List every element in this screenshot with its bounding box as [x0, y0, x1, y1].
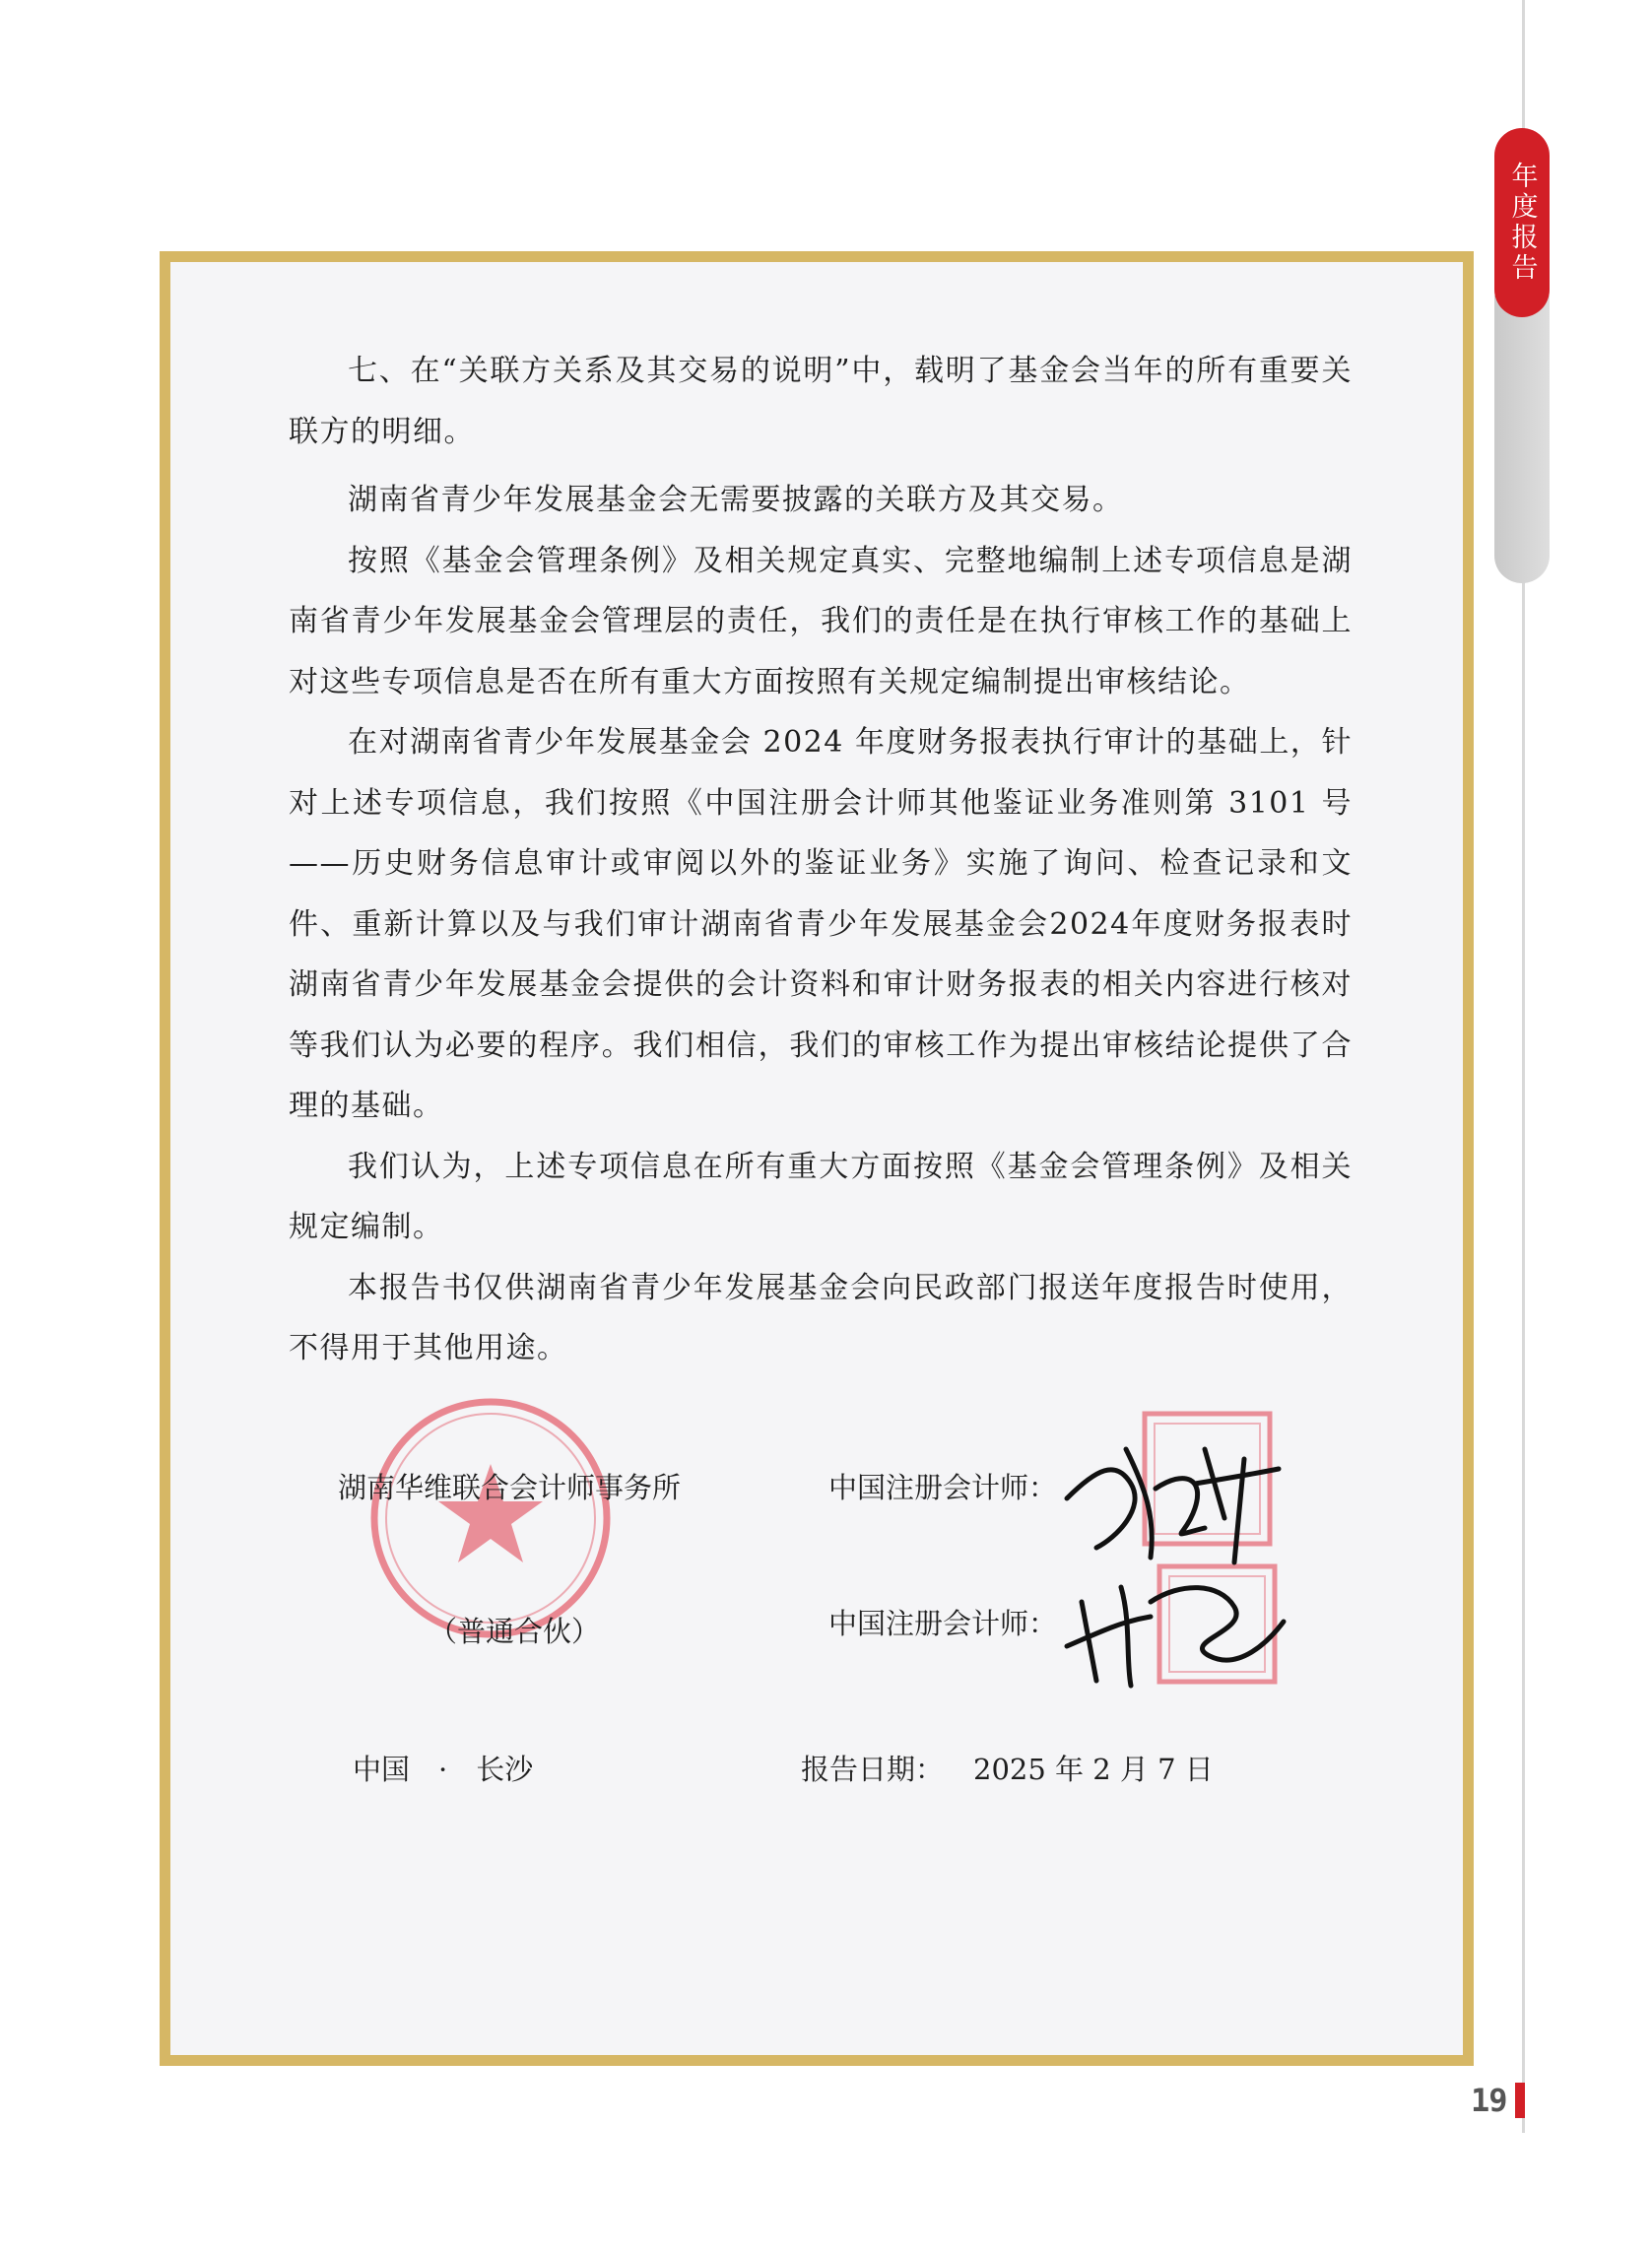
paragraph-related-party: 七、在“关联方关系及其交易的说明”中，载明了基金会当年的所有重要关联方的明细。 [289, 354, 1353, 449]
paragraph-no-disclosure: 湖南省青少年发展基金会无需要披露的关联方及其交易。 [348, 483, 1124, 517]
side-tab-annual-report[interactable] [1494, 128, 1550, 317]
cpa-label-1: 中国注册会计师： [828, 1471, 1058, 1504]
cpa-label-2: 中国注册会计师： [828, 1607, 1058, 1640]
document-body [289, 341, 1353, 1379]
report-date-label: 报告日期： [801, 1753, 945, 1786]
paragraph-usage-limit: 本报告书仅供湖南省青少年发展基金会向民政部门报送年度报告时使用，不得用于其他用途。 [289, 1270, 1353, 1365]
paragraph-responsibility: 按照《基金会管理条例》及相关规定真实、完整地编制上述专项信息是湖南省青少年发展基金会管理层的责任，我们的责任是在执行审核工作的基础上对这些专项信息是否在所有重大方面按照有关规定编制提出审核结论。 [289, 543, 1353, 699]
scanned-document-frame [160, 251, 1474, 2066]
page-number-bar [1515, 2083, 1525, 2118]
signature-2 [1062, 1562, 1289, 1700]
report-date: 2025 年 2 月 7 日 [973, 1753, 1214, 1786]
firm-name: 湖南华维联合会计师事务所 [338, 1471, 682, 1504]
paragraph-procedures: 在对湖南省青少年发展基金会 2024 年度财务报表执行审计的基础上，针对上述专项信息，我们按照《中国注册会计师其他鉴证业务准则第 3101 号——历史财务信息审计或审阅以外的鉴证业务》实施了询问、检查记录和文件、重新计算以及与我们审计湖南省青少年发展基金会2024年度财务报表时湖南省青少年发展基金会提供的会计资料和审计财务报表的相关内容进行核对等我们认为必要的程序。我们相信，我们的审核工作为提出审核结论提供了合理的基础。 [289, 725, 1353, 1123]
page-number-text: 19 [1471, 2082, 1507, 2119]
page-number [1471, 2081, 1525, 2120]
signature-1 [1057, 1429, 1284, 1567]
paragraph-conclusion: 我们认为，上述专项信息在所有重大方面按照《基金会管理条例》及相关规定编制。 [289, 1149, 1353, 1244]
firm-seal-stamp [367, 1395, 614, 1641]
report-city: 中国 · 长沙 [353, 1753, 534, 1786]
side-tab-track [1494, 296, 1550, 583]
side-tab-label: 年度报告 [1506, 162, 1538, 284]
firm-type: （普通合伙） [429, 1615, 601, 1648]
